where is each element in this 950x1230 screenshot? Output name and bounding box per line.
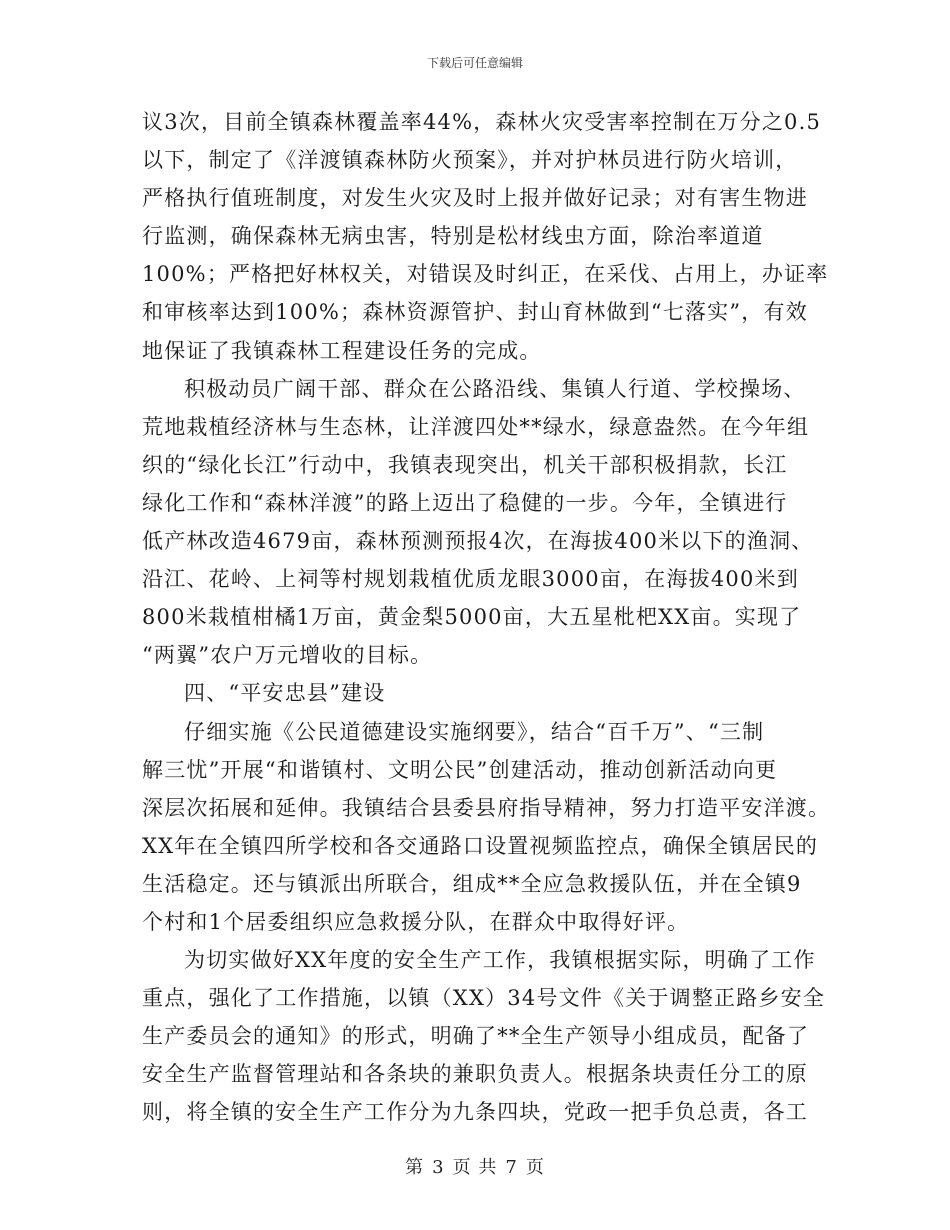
text-line: 行监测，确保森林无病虫害，特别是松材线虫方面，除治率道道 (142, 224, 764, 249)
section-heading: 四、“平安忠县”建设 (184, 681, 386, 706)
text-line: 生活稳定。还与镇派出所联合，组成**全应急救援队伍，并在全镇9 (142, 871, 802, 896)
page-label-prefix: 第 (405, 1157, 425, 1178)
document-body (142, 103, 831, 1132)
text-line: 800米栽植柑橘1万亩，黄金梨5000亩，大五星枇杷XX亩。实现了 (142, 605, 802, 630)
page-label-mid: 页 共 (452, 1157, 498, 1178)
text-line: 绿化工作和“森林洋渡”的路上迈出了稳健的一步。今年，全镇进行 (142, 490, 788, 515)
current-page-number: 3 (432, 1157, 445, 1178)
text-line: 低产林改造4679亩，森林预测预报4次，在海拔400米以下的渔洞、 (142, 529, 814, 554)
text-line: XX年在全镇四所学校和各交通路口设置视频监控点，确保全镇居民的 (142, 833, 819, 858)
text-line: 议3次，目前全镇森林覆盖率44%，森林火灾受害率控制在万分之0.5 (142, 110, 822, 134)
text-line: 严格执行值班制度，对发生火灾及时上报并做好记录；对有害生物进 (142, 186, 808, 211)
text-line: 生产委员会的通知》的形式，明确了**全生产领导小组成员，配备了 (142, 1024, 810, 1049)
total-pages-number: 7 (505, 1157, 518, 1178)
text-line: 解三忧”开展“和谐镇村、文明公民”创建活动，推动创新活动向更 (142, 757, 778, 782)
paragraph-start-line: 积极动员广阔干部、群众在公路沿线、集镇人行道、学校操场、 (184, 376, 806, 401)
text-line: 100%；严格把好林权关，对错误及时纠正，在采伐、占用上，办证率 (142, 262, 829, 287)
text-line: 安全生产监督管理站和各条块的兼职负责人。根据条块责任分工的原 (142, 1062, 808, 1087)
text-line: 以下，制定了《洋渡镇森林防火预案》，并对护林员进行防火培训， (142, 148, 798, 173)
text-line: 织的“绿化长江”行动中，我镇表现突出，机关干部积极捐款，长江 (142, 452, 788, 477)
text-line: 则，将全镇的安全生产工作分为九条四块，党政一把手负总责，各工 (142, 1100, 808, 1125)
text-line: 荒地栽植经济林与生态林，让洋渡四处**绿水，绿意盎然。在今年组 (142, 414, 810, 439)
text-line: 个村和1个居委组织应急救援分队，在群众中取得好评。 (142, 909, 690, 934)
text-line: 重点，强化了工作措施，以镇（XX）34号文件《关于调整正路乡安全 (142, 986, 826, 1011)
page-label-suffix: 页 (525, 1157, 545, 1178)
text-line: “两翼”农户万元增收的目标。 (142, 643, 433, 668)
paragraph-start-line: 为切实做好XX年度的安全生产工作，我镇根据实际，明确了工作 (184, 948, 816, 973)
text-line: 深层次拓展和延伸。我镇结合县委县府指导精神，努力打造平安洋渡。 (142, 795, 831, 820)
page-number-footer (0, 1153, 950, 1179)
text-line: 地保证了我镇森林工程建设任务的完成。 (142, 338, 542, 363)
page-header-note: 下载后可任意编辑 (426, 56, 523, 70)
paragraph-start-line: 仔细实施《公民道德建设实施纲要》，结合“百千万”、“三制 (184, 719, 765, 744)
text-line: 沿江、花岭、上祠等村规划栽植优质龙眼3000亩，在海拔400米到 (142, 567, 799, 592)
text-line: 和审核率达到100%；森林资源管护、封山育林做到“七落实”，有效 (142, 300, 808, 325)
